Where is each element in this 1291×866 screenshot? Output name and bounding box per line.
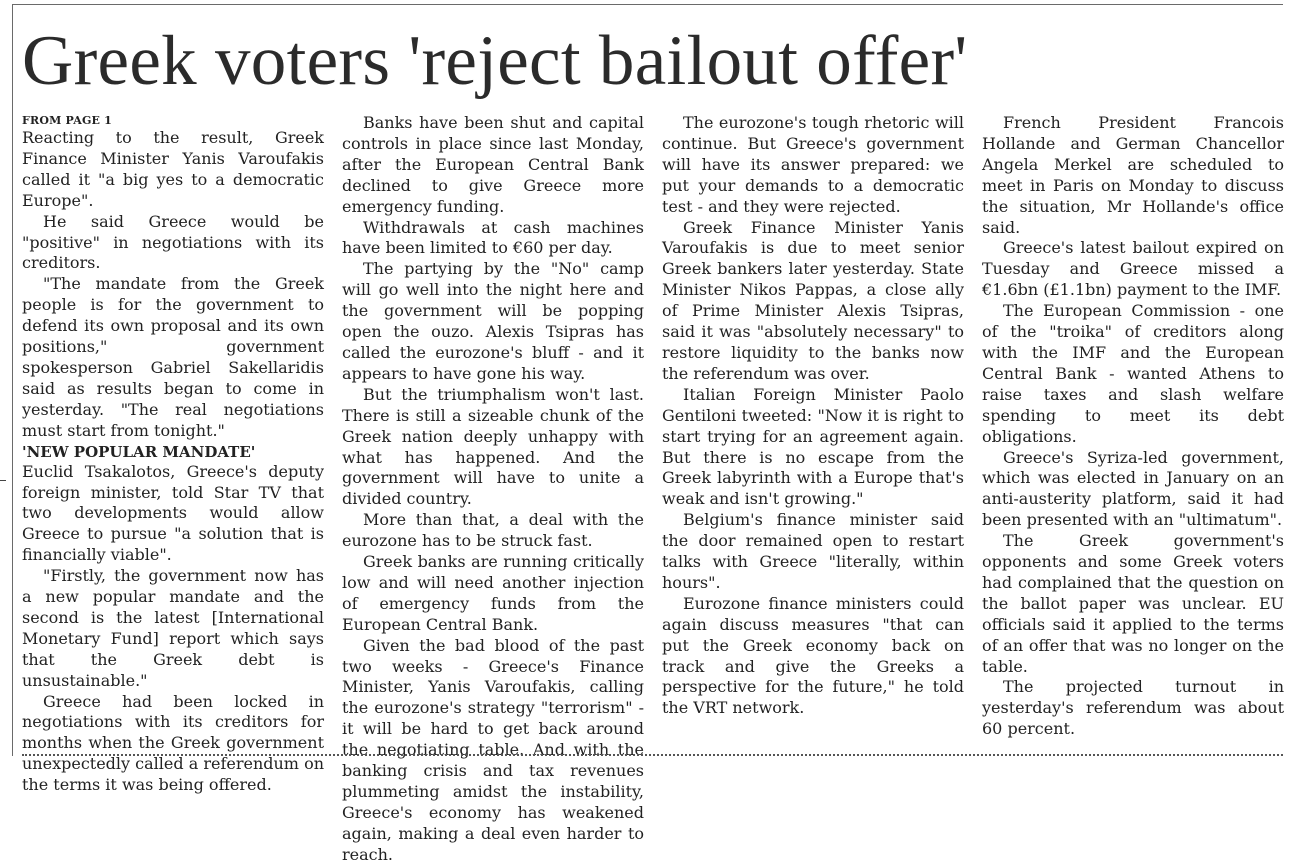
paragraph: Euclid Tsakalotos, Greece's deputy foreign minister, told Star TV that two developments would allow Greece to pursue "a solution that is financially viable". — [22, 461, 324, 565]
article-column-2 — [342, 113, 644, 864]
paragraph: Reacting to the result, Greek Finance Minister Yanis Varoufakis called it "a big yes to a democratic Europe". — [22, 128, 324, 210]
paragraph: Greek Finance Minister Yanis Varoufakis is due to meet senior Greek bankers later yesterday. State Minister Nikos Pappas, a close ally of Prime Minister Alexis Tsipras, said it was "absolutely necessary" to restore liquidity to the banks now the referendum was over. — [662, 217, 964, 383]
continuation-kicker: FROM PAGE 1 — [22, 114, 113, 127]
subheading: 'NEW POPULAR MANDATE' — [22, 442, 256, 461]
headline: Greek voters 'reject bailout offer' — [22, 22, 968, 100]
top-rule — [12, 4, 1283, 5]
paragraph: More than that, a deal with the eurozone has to be struck fast. — [342, 510, 644, 551]
paragraph: The eurozone's tough rhetoric will continue. But Greece's government will have its answer prepared: we put your demands to a democratic test - and they were rejected. — [662, 113, 964, 216]
paragraph: He said Greece would be "positive" in negotiations with its creditors. — [22, 211, 324, 273]
paragraph: The partying by the "No" camp will go well into the night here and the government will be popping open the ouzo. Alexis Tsipras has called the eurozone's bluff - and it appears to have gone his way. — [342, 259, 644, 383]
paragraph: "The mandate from the Greek people is for the government to defend its own proposal and its own positions," government spokesperson Gabriel Sakellaridis said as results began to come in yesterday. "The real negotiations must start from tonight." — [22, 274, 324, 440]
paragraph: Banks have been shut and capital controls in place since last Monday, after the European Central Bank declined to give Greece more emergency funding. — [342, 113, 644, 216]
paragraph: The projected turnout in yesterday's referendum was about 60 percent. — [982, 677, 1284, 739]
article-column-3 — [662, 113, 964, 745]
bottom-dotted-rule — [22, 754, 1283, 756]
paragraph: Italian Foreign Minister Paolo Gentiloni tweeted: "Now it is right to start trying for an agreement again. But there is no escape from the Greek labyrinth with a Europe that's weak and isn't growing." — [662, 384, 964, 509]
paragraph: Greece's Syriza-led government, which was elected in January on an anti-austerity platform, said it had been presented with an "ultimatum". — [982, 447, 1284, 530]
paragraph: But the triumphalism won't last. There is still a sizeable chunk of the Greek nation deeply unhappy with what has happened. And the government will have to unite a divided country. — [342, 384, 644, 509]
paragraph: Given the bad blood of the past two weeks - Greece's Finance Minister, Yanis Varoufakis, calling the eurozone's strategy "terrorism" - it will be hard to get back around the negotiating table. And with the banking crisis and tax revenues plummeting amidst the instability, Greece's economy has weakened again, making a deal even harder to reach. — [342, 635, 644, 864]
left-column-rule — [12, 4, 13, 756]
paragraph: Greek banks are running critically low and will need another injection of emergency funds from the European Central Bank. — [342, 552, 644, 634]
paragraph: Greece had been locked in negotiations with its creditors for months when the Greek government unexpectedly called a referendum on the terms it was being offered. — [22, 691, 324, 795]
paragraph: Eurozone finance ministers could again discuss measures "that can put the Greek economy back on track and give the Greeks a perspective for the future," he told the VRT network. — [662, 593, 964, 718]
paragraph: French President Francois Hollande and German Chancellor Angela Merkel are scheduled to meet in Paris on Monday to discuss the situation, Mr Hollande's office said. — [982, 113, 1284, 237]
paragraph: Withdrawals at cash machines have been limited to €60 per day. — [342, 217, 644, 258]
paragraph: The European Commission - one of the "troika" of creditors along with the IMF and the European Central Bank - wanted Athens to raise taxes and slash welfare spending to meet its debt obligations. — [982, 301, 1284, 446]
paragraph: The Greek government's opponents and some Greek voters had complained that the question on the ballot paper was unclear. EU officials said it applied to the terms of an offer that was no longer on the table. — [982, 531, 1284, 676]
paragraph: Greece's latest bailout expired on Tuesday and Greece missed a €1.6bn (£1.1bn) payment to the IMF. — [982, 238, 1284, 300]
article-column-1 — [22, 113, 324, 795]
fold-mark — [0, 480, 6, 481]
paragraph: "Firstly, the government now has a new popular mandate and the second is the latest [International Monetary Fund] report which says that the Greek debt is unsustainable." — [22, 566, 324, 690]
paragraph: Belgium's finance minister said the door remained open to restart talks with Greece "literally, within hours". — [662, 510, 964, 592]
article-column-4 — [982, 113, 1284, 745]
